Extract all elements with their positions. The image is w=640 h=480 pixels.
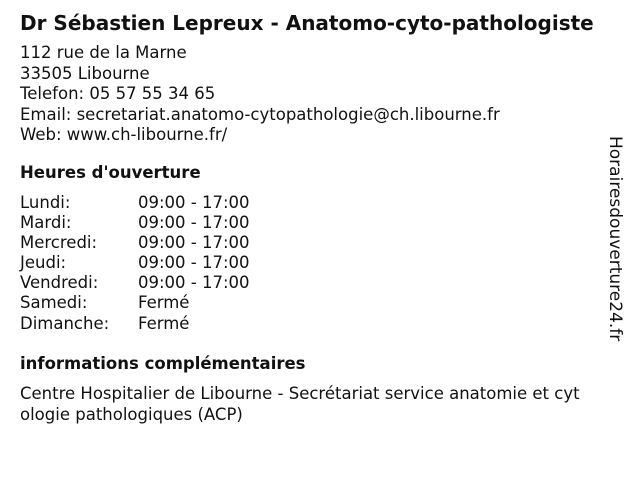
hours-row-sunday xyxy=(20,314,250,334)
day-hours: Fermé xyxy=(138,313,190,333)
address-block xyxy=(20,43,500,146)
street-address: 112 rue de la Marne xyxy=(20,43,187,62)
day-label: Lundi: xyxy=(20,193,71,212)
watermark-text: Horairesdouverture24.fr xyxy=(605,136,625,342)
page-title: Dr Sébastien Lepreux - Anatomo-cyto-pathologiste xyxy=(20,11,594,35)
hours-row-saturday xyxy=(20,293,250,313)
day-label: Samedi: xyxy=(20,293,88,313)
day-hours: 09:00 - 17:00 xyxy=(138,273,250,293)
city-address: 33505 Libourne xyxy=(20,63,150,83)
hours-row-monday xyxy=(20,193,250,213)
website: Web: www.ch-libourne.fr/ xyxy=(20,125,228,144)
day-hours: 09:00 - 17:00 xyxy=(138,233,250,253)
email-address: Email: secretariat.anatomo-cytopathologie@ch.libourne.fr xyxy=(20,104,500,124)
day-hours: 09:00 - 17:00 xyxy=(138,213,250,233)
hours-row-tuesday xyxy=(20,213,250,233)
day-hours: 09:00 - 17:00 xyxy=(138,193,250,212)
day-label: Jeudi: xyxy=(20,253,67,273)
day-label: Vendredi: xyxy=(20,273,99,293)
info-text: Centre Hospitalier de Libourne - Secrétariat service anatomie et cytologie pathologiques (ACP) xyxy=(20,384,580,424)
hours-row-wednesday xyxy=(20,233,250,253)
hours-row-thursday xyxy=(20,253,250,273)
hours-heading: Heures d'ouverture xyxy=(20,163,201,182)
day-label: Dimanche: xyxy=(20,313,110,333)
phone-number: Telefon: 05 57 55 34 65 xyxy=(20,84,216,103)
day-label: Mercredi: xyxy=(20,233,98,253)
info-heading: informations complémentaires xyxy=(20,354,306,373)
hours-list xyxy=(20,193,250,334)
day-hours: Fermé xyxy=(138,293,190,313)
day-label: Mardi: xyxy=(20,213,72,233)
hours-row-friday xyxy=(20,273,250,293)
day-hours: 09:00 - 17:00 xyxy=(138,253,250,273)
